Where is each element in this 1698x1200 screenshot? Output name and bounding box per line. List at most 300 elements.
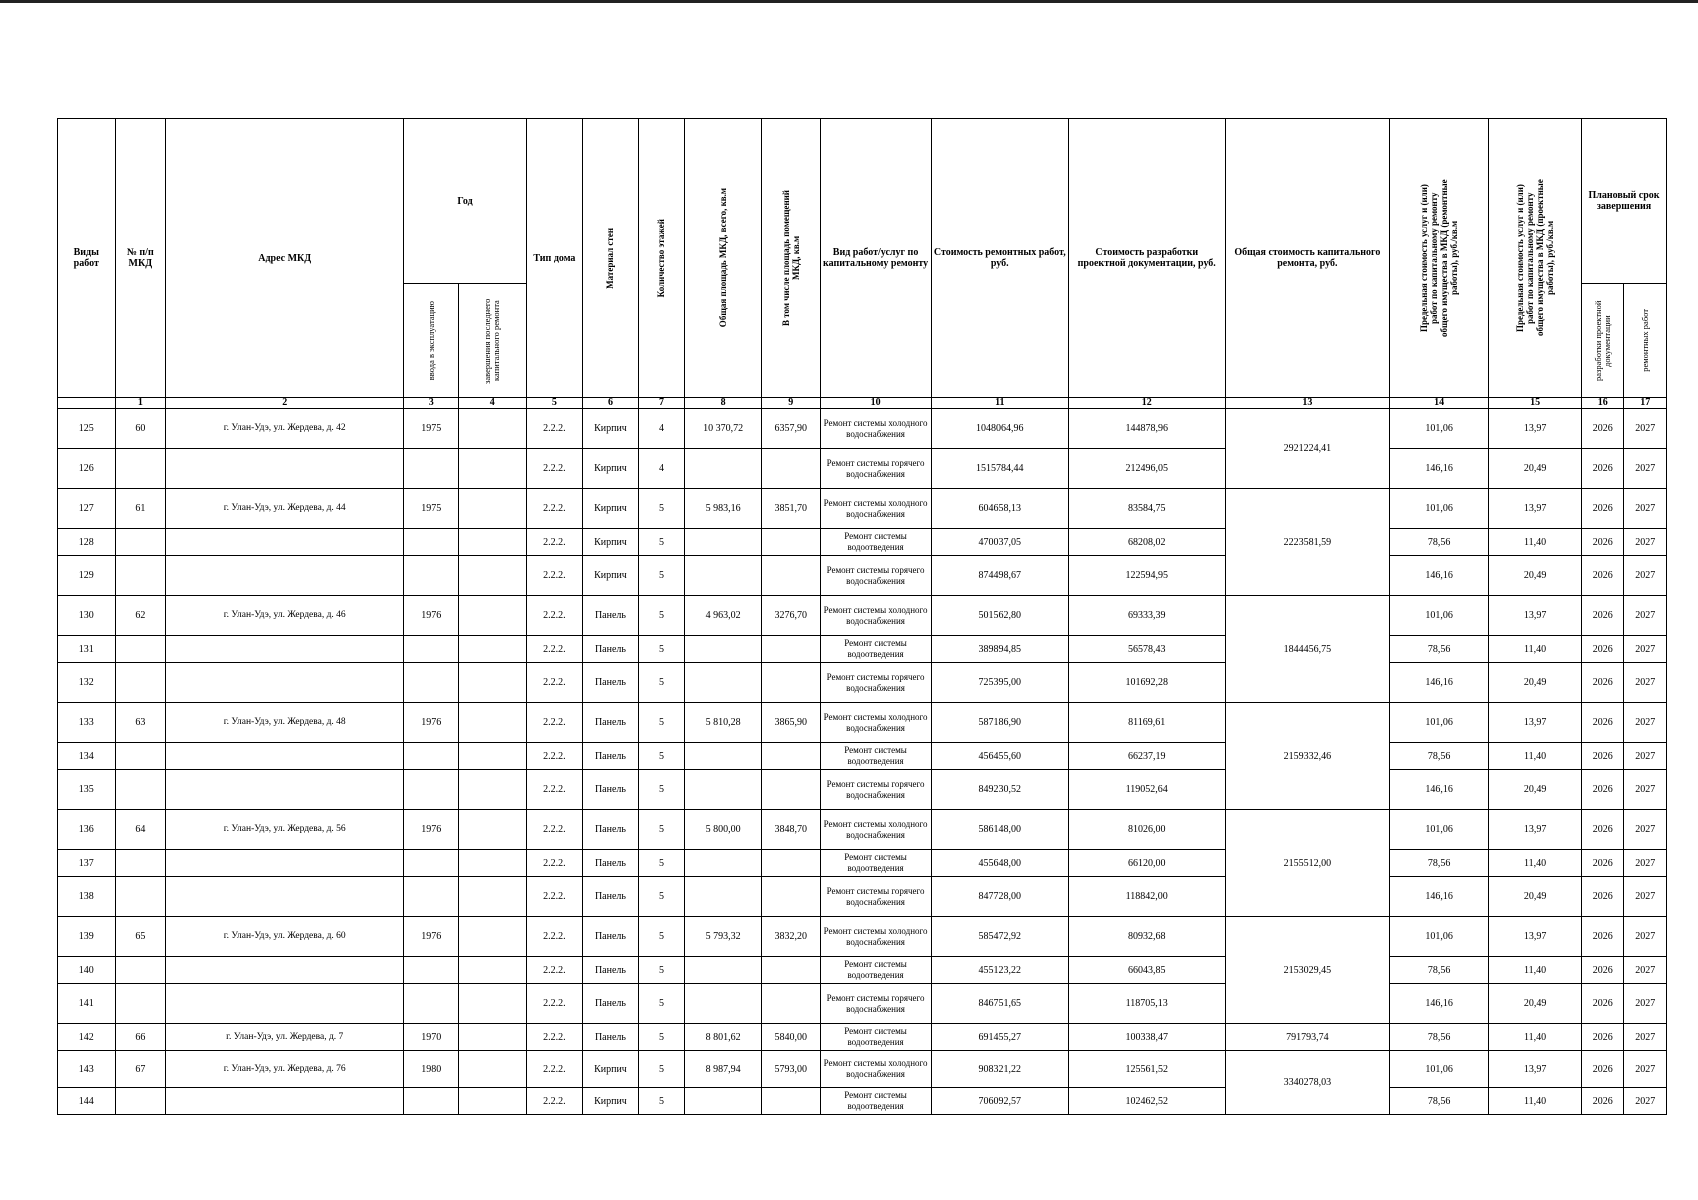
row-premises-area — [761, 636, 820, 663]
row-house-type: 2.2.2. — [526, 917, 583, 957]
table-row — [58, 529, 1667, 556]
row-limit-repair: 78,56 — [1390, 1088, 1489, 1115]
row-repair-cost: 604658,13 — [931, 489, 1068, 529]
row-mkd-number: 65 — [115, 917, 166, 957]
row-house-type: 2.2.2. — [526, 556, 583, 596]
row-limit-repair: 78,56 — [1390, 957, 1489, 984]
row-house-type: 2.2.2. — [526, 529, 583, 556]
row-deadline-design: 2026 — [1582, 449, 1624, 489]
row-wall-material: Кирпич — [583, 489, 639, 529]
row-year-commission: 1975 — [404, 409, 459, 449]
row-deadline-design: 2026 — [1582, 529, 1624, 556]
row-service-type: Ремонт системы водоотведения — [820, 1088, 931, 1115]
row-limit-design: 20,49 — [1489, 877, 1582, 917]
row-limit-design: 20,49 — [1489, 663, 1582, 703]
row-deadline-repair: 2027 — [1624, 556, 1667, 596]
row-address: г. Улан-Удэ, ул. Жердева, д. 56 — [166, 810, 404, 850]
row-deadline-repair: 2027 — [1624, 1024, 1667, 1051]
row-service-type: Ремонт системы водоотведения — [820, 636, 931, 663]
row-total-area: 5 810,28 — [685, 703, 762, 743]
row-limit-design: 11,40 — [1489, 636, 1582, 663]
row-premises-area — [761, 877, 820, 917]
row-total-cost: 791793,74 — [1225, 1024, 1390, 1051]
row-house-type: 2.2.2. — [526, 770, 583, 810]
row-deadline-repair: 2027 — [1624, 770, 1667, 810]
row-limit-repair: 101,06 — [1390, 1051, 1489, 1088]
row-total-area — [685, 663, 762, 703]
row-total-area: 8 801,62 — [685, 1024, 762, 1051]
row-mkd-number — [115, 1088, 166, 1115]
row-limit-design: 13,97 — [1489, 917, 1582, 957]
row-total-cost: 2223581,59 — [1225, 489, 1390, 596]
row-work-number: 135 — [58, 770, 116, 810]
row-year-last-repair — [458, 1051, 526, 1088]
row-design-cost: 119052,64 — [1068, 770, 1225, 810]
row-total-area — [685, 850, 762, 877]
row-service-type: Ремонт системы горячего водоснабжения — [820, 449, 931, 489]
row-total-area — [685, 1088, 762, 1115]
row-repair-cost: 389894,85 — [931, 636, 1068, 663]
row-premises-area — [761, 529, 820, 556]
row-limit-repair: 101,06 — [1390, 596, 1489, 636]
row-limit-design: 11,40 — [1489, 1088, 1582, 1115]
row-work-number: 132 — [58, 663, 116, 703]
row-limit-repair: 78,56 — [1390, 1024, 1489, 1051]
row-mkd-number — [115, 449, 166, 489]
row-year-commission: 1976 — [404, 917, 459, 957]
row-year-commission — [404, 663, 459, 703]
row-premises-area — [761, 770, 820, 810]
row-year-commission: 1975 — [404, 489, 459, 529]
row-service-type: Ремонт системы водоотведения — [820, 1024, 931, 1051]
row-deadline-design: 2026 — [1582, 703, 1624, 743]
row-deadline-design: 2026 — [1582, 409, 1624, 449]
row-work-number: 140 — [58, 957, 116, 984]
row-year-commission — [404, 556, 459, 596]
row-limit-design: 11,40 — [1489, 850, 1582, 877]
table-row — [58, 770, 1667, 810]
column-number: 6 — [583, 398, 639, 409]
row-floors: 5 — [638, 984, 684, 1024]
header-mkd-number: № п/п МКД — [115, 119, 166, 398]
table-row — [58, 703, 1667, 743]
row-design-cost: 125561,52 — [1068, 1051, 1225, 1088]
row-total-area — [685, 957, 762, 984]
header-deadline-design: разработки проектной документации — [1582, 284, 1624, 398]
row-limit-design: 11,40 — [1489, 743, 1582, 770]
row-address — [166, 1088, 404, 1115]
row-total-area — [685, 743, 762, 770]
row-wall-material: Кирпич — [583, 449, 639, 489]
row-floors: 5 — [638, 770, 684, 810]
row-floors: 5 — [638, 810, 684, 850]
row-repair-cost: 691455,27 — [931, 1024, 1068, 1051]
column-number: 8 — [685, 398, 762, 409]
row-deadline-repair: 2027 — [1624, 636, 1667, 663]
table-row — [58, 877, 1667, 917]
row-year-commission: 1976 — [404, 703, 459, 743]
row-limit-repair: 101,06 — [1390, 409, 1489, 449]
row-deadline-design: 2026 — [1582, 556, 1624, 596]
row-service-type: Ремонт системы горячего водоснабжения — [820, 984, 931, 1024]
row-work-number: 125 — [58, 409, 116, 449]
row-mkd-number: 60 — [115, 409, 166, 449]
row-year-last-repair — [458, 529, 526, 556]
row-service-type: Ремонт системы горячего водоснабжения — [820, 663, 931, 703]
row-repair-cost: 846751,65 — [931, 984, 1068, 1024]
row-premises-area: 6357,90 — [761, 409, 820, 449]
row-repair-cost: 706092,57 — [931, 1088, 1068, 1115]
row-address: г. Улан-Удэ, ул. Жердева, д. 48 — [166, 703, 404, 743]
row-year-last-repair — [458, 850, 526, 877]
column-number: 1 — [115, 398, 166, 409]
row-premises-area — [761, 984, 820, 1024]
row-address — [166, 636, 404, 663]
row-design-cost: 144878,96 — [1068, 409, 1225, 449]
row-house-type: 2.2.2. — [526, 703, 583, 743]
header-deadline: Плановый срок завершения — [1582, 119, 1667, 284]
table-row — [58, 810, 1667, 850]
row-repair-cost: 456455,60 — [931, 743, 1068, 770]
row-floors: 5 — [638, 1051, 684, 1088]
row-wall-material: Панель — [583, 917, 639, 957]
row-wall-material: Кирпич — [583, 1051, 639, 1088]
row-premises-area — [761, 850, 820, 877]
row-limit-repair: 146,16 — [1390, 770, 1489, 810]
column-number: 10 — [820, 398, 931, 409]
row-service-type: Ремонт системы холодного водоснабжения — [820, 1051, 931, 1088]
row-house-type: 2.2.2. — [526, 984, 583, 1024]
row-mkd-number: 66 — [115, 1024, 166, 1051]
row-total-area: 5 793,32 — [685, 917, 762, 957]
row-service-type: Ремонт системы водоотведения — [820, 743, 931, 770]
row-deadline-design: 2026 — [1582, 877, 1624, 917]
row-floors: 5 — [638, 596, 684, 636]
table-row — [58, 850, 1667, 877]
row-house-type: 2.2.2. — [526, 810, 583, 850]
row-work-number: 138 — [58, 877, 116, 917]
row-year-commission: 1980 — [404, 1051, 459, 1088]
row-repair-cost: 849230,52 — [931, 770, 1068, 810]
row-limit-repair: 101,06 — [1390, 489, 1489, 529]
row-address — [166, 529, 404, 556]
row-year-last-repair — [458, 409, 526, 449]
column-number: 9 — [761, 398, 820, 409]
row-year-commission — [404, 957, 459, 984]
row-design-cost: 81026,00 — [1068, 810, 1225, 850]
row-total-area: 5 800,00 — [685, 810, 762, 850]
row-deadline-design: 2026 — [1582, 984, 1624, 1024]
row-mkd-number — [115, 984, 166, 1024]
row-total-area — [685, 556, 762, 596]
table-row — [58, 596, 1667, 636]
row-premises-area — [761, 1088, 820, 1115]
table-row — [58, 556, 1667, 596]
row-work-number: 128 — [58, 529, 116, 556]
row-limit-repair: 146,16 — [1390, 556, 1489, 596]
header-premises-area: В том числе площадь помещений МКД, кв.м — [761, 119, 820, 398]
row-house-type: 2.2.2. — [526, 596, 583, 636]
row-floors: 4 — [638, 409, 684, 449]
header-total-area: Общая площадь МКД, всего, кв.м — [685, 119, 762, 398]
row-year-last-repair — [458, 596, 526, 636]
header-repair-cost: Стоимость ремонтных работ, руб. — [931, 119, 1068, 398]
row-year-last-repair — [458, 743, 526, 770]
row-deadline-design: 2026 — [1582, 770, 1624, 810]
row-limit-design: 13,97 — [1489, 409, 1582, 449]
header-total-cost: Общая стоимость капитального ремонта, руб. — [1225, 119, 1390, 398]
row-limit-design: 13,97 — [1489, 596, 1582, 636]
row-address: г. Улан-Удэ, ул. Жердева, д. 60 — [166, 917, 404, 957]
row-address — [166, 556, 404, 596]
row-house-type: 2.2.2. — [526, 957, 583, 984]
row-repair-cost: 908321,22 — [931, 1051, 1068, 1088]
row-address: г. Улан-Удэ, ул. Жердева, д. 7 — [166, 1024, 404, 1051]
row-total-cost: 2159332,46 — [1225, 703, 1390, 810]
row-deadline-design: 2026 — [1582, 596, 1624, 636]
row-deadline-repair: 2027 — [1624, 596, 1667, 636]
row-mkd-number: 62 — [115, 596, 166, 636]
row-floors: 5 — [638, 703, 684, 743]
row-mkd-number — [115, 850, 166, 877]
row-house-type: 2.2.2. — [526, 409, 583, 449]
row-limit-repair: 146,16 — [1390, 449, 1489, 489]
row-year-last-repair — [458, 877, 526, 917]
row-wall-material: Панель — [583, 770, 639, 810]
row-service-type: Ремонт системы холодного водоснабжения — [820, 917, 931, 957]
header-design-cost: Стоимость разработки проектной документации, руб. — [1068, 119, 1225, 398]
row-year-commission — [404, 1088, 459, 1115]
row-year-commission — [404, 636, 459, 663]
header-service-type: Вид работ/услуг по капитальному ремонту — [820, 119, 931, 398]
row-work-number: 144 — [58, 1088, 116, 1115]
row-limit-design: 20,49 — [1489, 984, 1582, 1024]
row-total-area — [685, 984, 762, 1024]
row-premises-area — [761, 743, 820, 770]
row-service-type: Ремонт системы холодного водоснабжения — [820, 703, 931, 743]
row-wall-material: Панель — [583, 984, 639, 1024]
table-row — [58, 636, 1667, 663]
row-address: г. Улан-Удэ, ул. Жердева, д. 76 — [166, 1051, 404, 1088]
row-deadline-design: 2026 — [1582, 636, 1624, 663]
row-design-cost: 66120,00 — [1068, 850, 1225, 877]
table-row — [58, 1024, 1667, 1051]
row-house-type: 2.2.2. — [526, 743, 583, 770]
row-mkd-number — [115, 770, 166, 810]
row-wall-material: Панель — [583, 1024, 639, 1051]
row-wall-material: Панель — [583, 596, 639, 636]
header-limit-repair: Предельная стоимость услуг и (или) работ по капитальному ремонту общего имущества в МКД (ремонтные работы), руб./кв.м — [1390, 119, 1489, 398]
row-year-last-repair — [458, 1088, 526, 1115]
row-service-type: Ремонт системы холодного водоснабжения — [820, 596, 931, 636]
row-design-cost: 83584,75 — [1068, 489, 1225, 529]
row-design-cost: 56578,43 — [1068, 636, 1225, 663]
row-repair-cost: 1515784,44 — [931, 449, 1068, 489]
row-wall-material: Панель — [583, 810, 639, 850]
row-mkd-number: 61 — [115, 489, 166, 529]
row-premises-area: 3832,20 — [761, 917, 820, 957]
row-design-cost: 80932,68 — [1068, 917, 1225, 957]
row-premises-area — [761, 663, 820, 703]
row-mkd-number: 64 — [115, 810, 166, 850]
row-work-number: 131 — [58, 636, 116, 663]
row-house-type: 2.2.2. — [526, 1024, 583, 1051]
row-design-cost: 102462,52 — [1068, 1088, 1225, 1115]
column-number-row — [58, 398, 1667, 409]
row-total-area: 8 987,94 — [685, 1051, 762, 1088]
row-premises-area: 3848,70 — [761, 810, 820, 850]
row-address — [166, 663, 404, 703]
column-number: 15 — [1489, 398, 1582, 409]
row-repair-cost: 1048064,96 — [931, 409, 1068, 449]
register-body — [58, 409, 1667, 1115]
row-year-last-repair — [458, 489, 526, 529]
column-number: 11 — [931, 398, 1068, 409]
table-row — [58, 1088, 1667, 1115]
row-repair-cost: 585472,92 — [931, 917, 1068, 957]
row-deadline-repair: 2027 — [1624, 449, 1667, 489]
row-limit-design: 11,40 — [1489, 529, 1582, 556]
row-total-area — [685, 877, 762, 917]
row-house-type: 2.2.2. — [526, 449, 583, 489]
row-design-cost: 212496,05 — [1068, 449, 1225, 489]
row-limit-design: 11,40 — [1489, 1024, 1582, 1051]
row-total-cost: 1844456,75 — [1225, 596, 1390, 703]
row-address: г. Улан-Удэ, ул. Жердева, д. 46 — [166, 596, 404, 636]
table-row — [58, 743, 1667, 770]
row-work-number: 126 — [58, 449, 116, 489]
row-limit-repair: 101,06 — [1390, 703, 1489, 743]
row-work-number: 134 — [58, 743, 116, 770]
row-address — [166, 877, 404, 917]
row-premises-area: 3865,90 — [761, 703, 820, 743]
row-repair-cost: 874498,67 — [931, 556, 1068, 596]
row-total-cost: 2921224,41 — [1225, 409, 1390, 489]
header-address: Адрес МКД — [166, 119, 404, 398]
column-number: 7 — [638, 398, 684, 409]
row-limit-design: 13,97 — [1489, 489, 1582, 529]
row-total-area — [685, 770, 762, 810]
row-house-type: 2.2.2. — [526, 1051, 583, 1088]
row-year-commission — [404, 877, 459, 917]
row-premises-area — [761, 556, 820, 596]
row-deadline-design: 2026 — [1582, 489, 1624, 529]
row-work-number: 136 — [58, 810, 116, 850]
row-repair-cost: 587186,90 — [931, 703, 1068, 743]
row-address — [166, 957, 404, 984]
row-floors: 5 — [638, 743, 684, 770]
row-deadline-repair: 2027 — [1624, 409, 1667, 449]
column-number: 2 — [166, 398, 404, 409]
row-deadline-repair: 2027 — [1624, 1088, 1667, 1115]
row-work-number: 129 — [58, 556, 116, 596]
row-floors: 5 — [638, 850, 684, 877]
row-limit-repair: 101,06 — [1390, 917, 1489, 957]
row-premises-area: 3851,70 — [761, 489, 820, 529]
header-house-type: Тип дома — [526, 119, 583, 398]
row-limit-repair: 78,56 — [1390, 743, 1489, 770]
table-row — [58, 449, 1667, 489]
row-work-number: 139 — [58, 917, 116, 957]
row-deadline-repair: 2027 — [1624, 703, 1667, 743]
row-mkd-number — [115, 663, 166, 703]
row-deadline-design: 2026 — [1582, 1088, 1624, 1115]
row-mkd-number — [115, 636, 166, 663]
row-design-cost: 66043,85 — [1068, 957, 1225, 984]
row-year-commission — [404, 743, 459, 770]
row-address — [166, 770, 404, 810]
row-deadline-repair: 2027 — [1624, 663, 1667, 703]
row-wall-material: Панель — [583, 877, 639, 917]
row-service-type: Ремонт системы водоотведения — [820, 529, 931, 556]
row-total-cost: 2155512,00 — [1225, 810, 1390, 917]
row-wall-material: Кирпич — [583, 556, 639, 596]
row-total-area: 4 963,02 — [685, 596, 762, 636]
row-deadline-design: 2026 — [1582, 1051, 1624, 1088]
row-repair-cost: 501562,80 — [931, 596, 1068, 636]
row-floors: 5 — [638, 556, 684, 596]
row-mkd-number — [115, 957, 166, 984]
row-year-commission: 1976 — [404, 596, 459, 636]
row-limit-design: 11,40 — [1489, 957, 1582, 984]
row-limit-repair: 146,16 — [1390, 663, 1489, 703]
row-house-type: 2.2.2. — [526, 877, 583, 917]
row-year-last-repair — [458, 957, 526, 984]
row-service-type: Ремонт системы водоотведения — [820, 957, 931, 984]
row-deadline-repair: 2027 — [1624, 850, 1667, 877]
column-number: 16 — [1582, 398, 1624, 409]
row-limit-design: 13,97 — [1489, 810, 1582, 850]
column-number: 3 — [404, 398, 459, 409]
row-house-type: 2.2.2. — [526, 489, 583, 529]
row-limit-design: 20,49 — [1489, 556, 1582, 596]
row-mkd-number: 63 — [115, 703, 166, 743]
row-repair-cost: 470037,05 — [931, 529, 1068, 556]
row-wall-material: Кирпич — [583, 409, 639, 449]
row-house-type: 2.2.2. — [526, 850, 583, 877]
row-deadline-design: 2026 — [1582, 743, 1624, 770]
row-repair-cost: 847728,00 — [931, 877, 1068, 917]
row-limit-repair: 78,56 — [1390, 529, 1489, 556]
row-deadline-repair: 2027 — [1624, 810, 1667, 850]
row-address: г. Улан-Удэ, ул. Жердева, д. 44 — [166, 489, 404, 529]
row-total-area: 5 983,16 — [685, 489, 762, 529]
row-premises-area: 3276,70 — [761, 596, 820, 636]
row-wall-material: Панель — [583, 636, 639, 663]
row-total-area — [685, 449, 762, 489]
row-service-type: Ремонт системы горячего водоснабжения — [820, 877, 931, 917]
row-deadline-design: 2026 — [1582, 1024, 1624, 1051]
column-number: 14 — [1390, 398, 1489, 409]
row-year-last-repair — [458, 636, 526, 663]
row-year-last-repair — [458, 556, 526, 596]
row-repair-cost: 586148,00 — [931, 810, 1068, 850]
row-year-commission — [404, 449, 459, 489]
row-work-number: 141 — [58, 984, 116, 1024]
row-year-last-repair — [458, 917, 526, 957]
row-work-number: 130 — [58, 596, 116, 636]
row-mkd-number — [115, 743, 166, 770]
row-design-cost: 118705,13 — [1068, 984, 1225, 1024]
row-deadline-repair: 2027 — [1624, 529, 1667, 556]
row-premises-area: 5840,00 — [761, 1024, 820, 1051]
table-row — [58, 984, 1667, 1024]
row-deadline-repair: 2027 — [1624, 489, 1667, 529]
row-total-area — [685, 529, 762, 556]
row-deadline-repair: 2027 — [1624, 743, 1667, 770]
row-floors: 5 — [638, 1024, 684, 1051]
header-floors: Количество этажей — [638, 119, 684, 398]
